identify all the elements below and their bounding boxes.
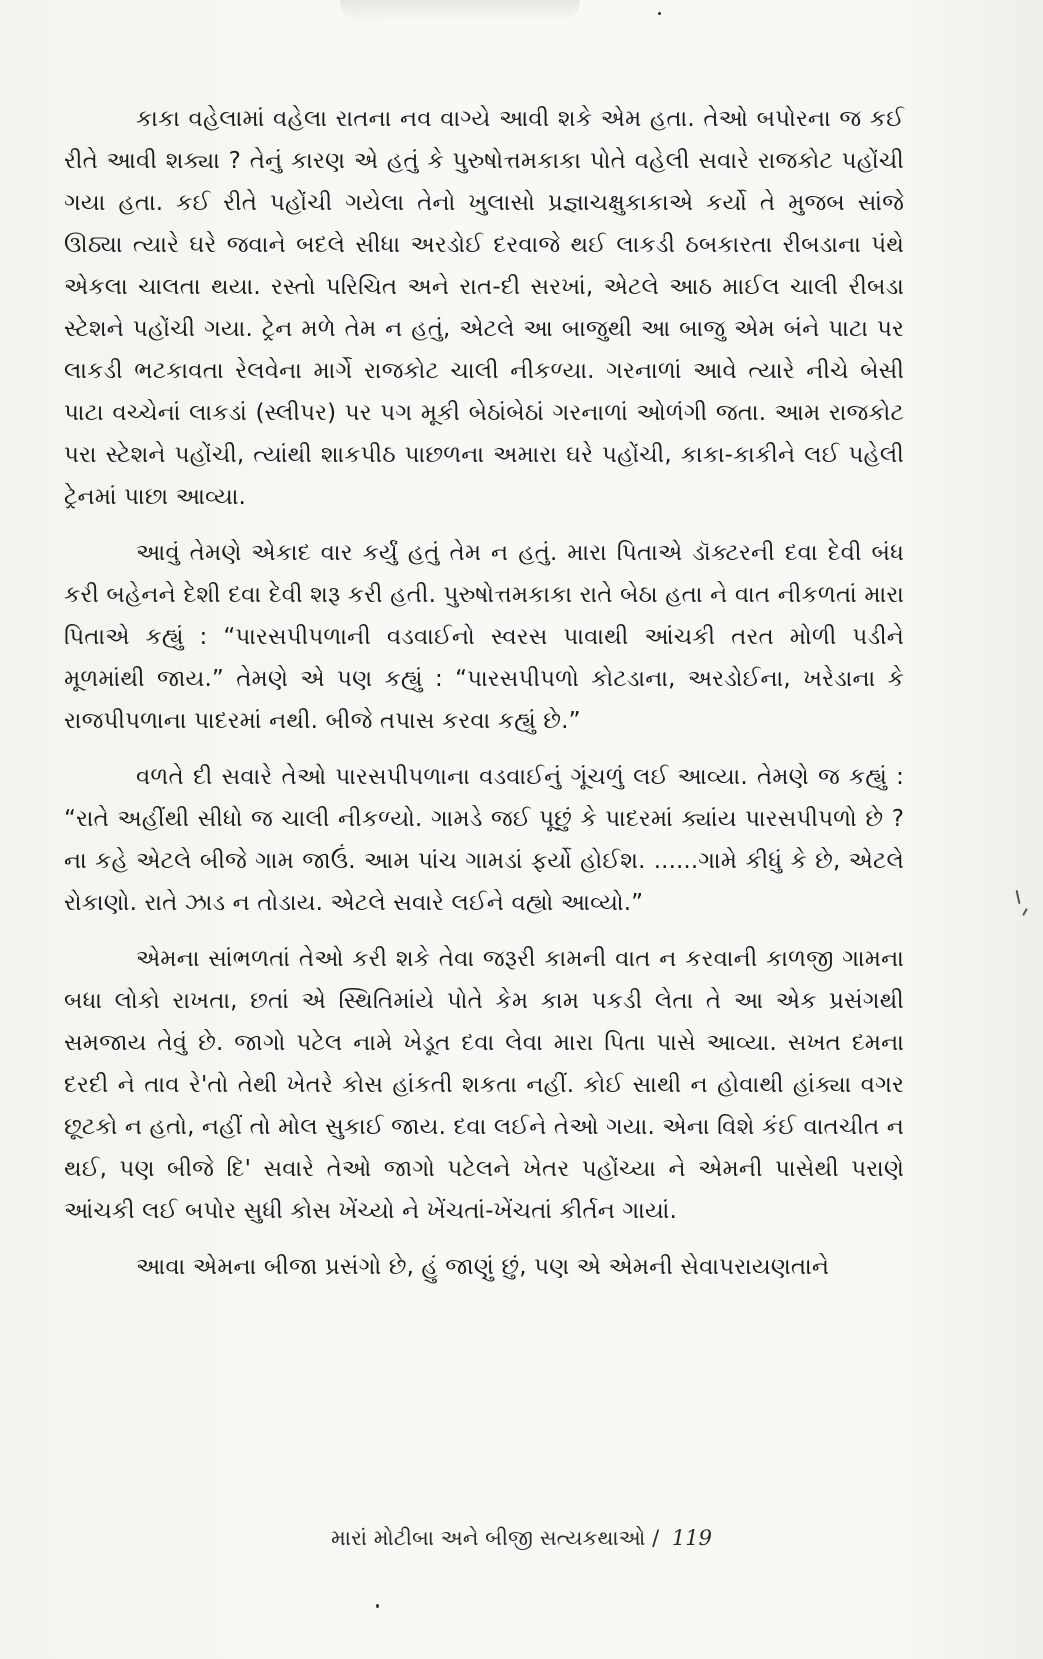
show-through-smudge [340,0,580,22]
paragraph-4: એમના સાંભળતાં તેઓ કરી શકે તેવા જરૂરી કામની વાત ન કરવાની કાળજી ગામના બધા લોકો રાખતા, છતાં એ સ્થિતિમાંયે પોતે કેમ કામ પકડી લેતા તે આ એક પ્રસંગથી સમજાય તેવું છે. જાગો પટેલ નામે ખેડૂત દવા લેવા મારા પિતા પાસે આવ્યા. સખત દમના દરદી ને તાવ રે'તો તેથી ખેતરે કોસ હાંકતી શકતા નહીં. કોઈ સાથી ન હોવાથી હાંક્યા વગર છૂટકો ન હતો, નહીં તો મોલ સુકાઈ જાય. દવા લઈને તેઓ ગયા. એના વિશે કંઈ વાતચીત ન થઈ, પણ બીજે દિ' સવારે તેઓ જાગો પટેલને ખેતર પહોંચ્યા ને એમની પાસેથી પરાણે આંચકી લઈ બપોર સુધી કોસ ખેંચ્યો ને ખેંચતાં-ખેંચતાં કીર્તન ગાયાં. [64,946,904,1224]
ink-speck [658,12,661,15]
page-number: 119 [671,1526,712,1550]
book-title: મારાં મોટીબા અને બીજી સત્યકથાઓ [331,1526,646,1550]
page-footer [0,1526,1043,1551]
margin-mark [1016,890,1021,904]
paragraph-3: વળતે દી સવારે તેઓ પારસપીપળાના વડવાઈનું ગૂંચળું લઈ આવ્યા. તેમણે જ કહ્યું : “રાતે અહીંથી સીધો જ ચાલી નીકળ્યો. ગામડે જઈ પૂછું કે પાદરમાં ક્યાંય પારસપીપળો છે ? ના કહે એટલે બીજે ગામ જાઉં. આમ પાંચ ગામડાં ફર્યો હોઈશ. ......ગામે કીધું કે છે, એટલે રોકાણો. રાતે ઝાડ ન તોડાય. એટલે સવારે લઈને વહ્યો આવ્યો.” [64,764,904,916]
ink-speck [376,1604,379,1608]
margin-mark [1022,908,1028,916]
paragraph-2: આવું તેમણે એકાદ વાર કર્યું હતું તેમ ન હતું. મારા પિતાએ ડૉક્ટરની દવા દેવી બંધ કરી બહેનને દેશી દવા દેવી શરૂ કરી હતી. પુરુષોત્તમકાકા રાતે બેઠા હતા ને વાત નીકળતાં મારા પિતાએ કહ્યું : “પારસપીપળાની વડવાઈનો સ્વરસ પાવાથી આંચકી તરત મોળી પડીને મૂળમાંથી જાય.” તેમણે એ પણ કહ્યું : “પારસપીપળો કોટડાના, અરડોઈના, ખરેડાના કે રાજપીપળાના પાદરમાં નથી. બીજે તપાસ કરવા કહ્યું છે.” [64,540,904,734]
body-text [64,98,904,1288]
paragraph-1: કાકા વહેલામાં વહેલા રાતના નવ વાગ્યે આવી શકે એમ હતા. તેઓ બપોરના જ કઈ રીતે આવી શક્યા ? તેનું કારણ એ હતું કે પુરુષોત્તમકાકા પોતે વહેલી સવારે રાજકોટ પહોંચી ગયા હતા. કઈ રીતે પહોંચી ગયેલા તેનો ખુલાસો પ્રજ્ઞાચક્ષુકાકાએ કર્યો તે મુજબ સાંજે ઊઠ્યા ત્યારે ઘરે જવાને બદલે સીધા અરડોઈ દરવાજે થઈ લાકડી ઠબકારતા રીબડાના પંથે એકલા ચાલતા થયા. રસ્તો પરિચિત અને રાત-દી સરખાં, એટલે આઠ માઈલ ચાલી રીબડા સ્ટેશને પહોંચી ગયા. ટ્રેન મળે તેમ ન હતું, એટલે આ બાજુથી આ બાજુ એમ બંને પાટા પર લાકડી ભટકાવતા રેલવેના માર્ગે રાજકોટ ચાલી નીકળ્યા. ગરનાળાં આવે ત્યારે નીચે બેસી પાટા વચ્ચેનાં લાકડાં (સ્લીપર) પર પગ મૂકી બેઠાંબેઠાં ગરનાળાં ઓળંગી જતા. આમ રાજકોટ પરા સ્ટેશને પહોંચી, ત્યાંથી શાકપીઠ પાછળના અમારા ઘરે પહોંચી, કાકા-કાકીને લઈ પહેલી ટ્રેનમાં પાછા આવ્યા. [64,106,904,510]
paragraph-5: આવા એમના બીજા પ્રસંગો છે, હું જાણું છું, પણ એ એમની સેવાપરાયણતાને [136,1254,830,1280]
footer-separator: / [652,1526,660,1550]
